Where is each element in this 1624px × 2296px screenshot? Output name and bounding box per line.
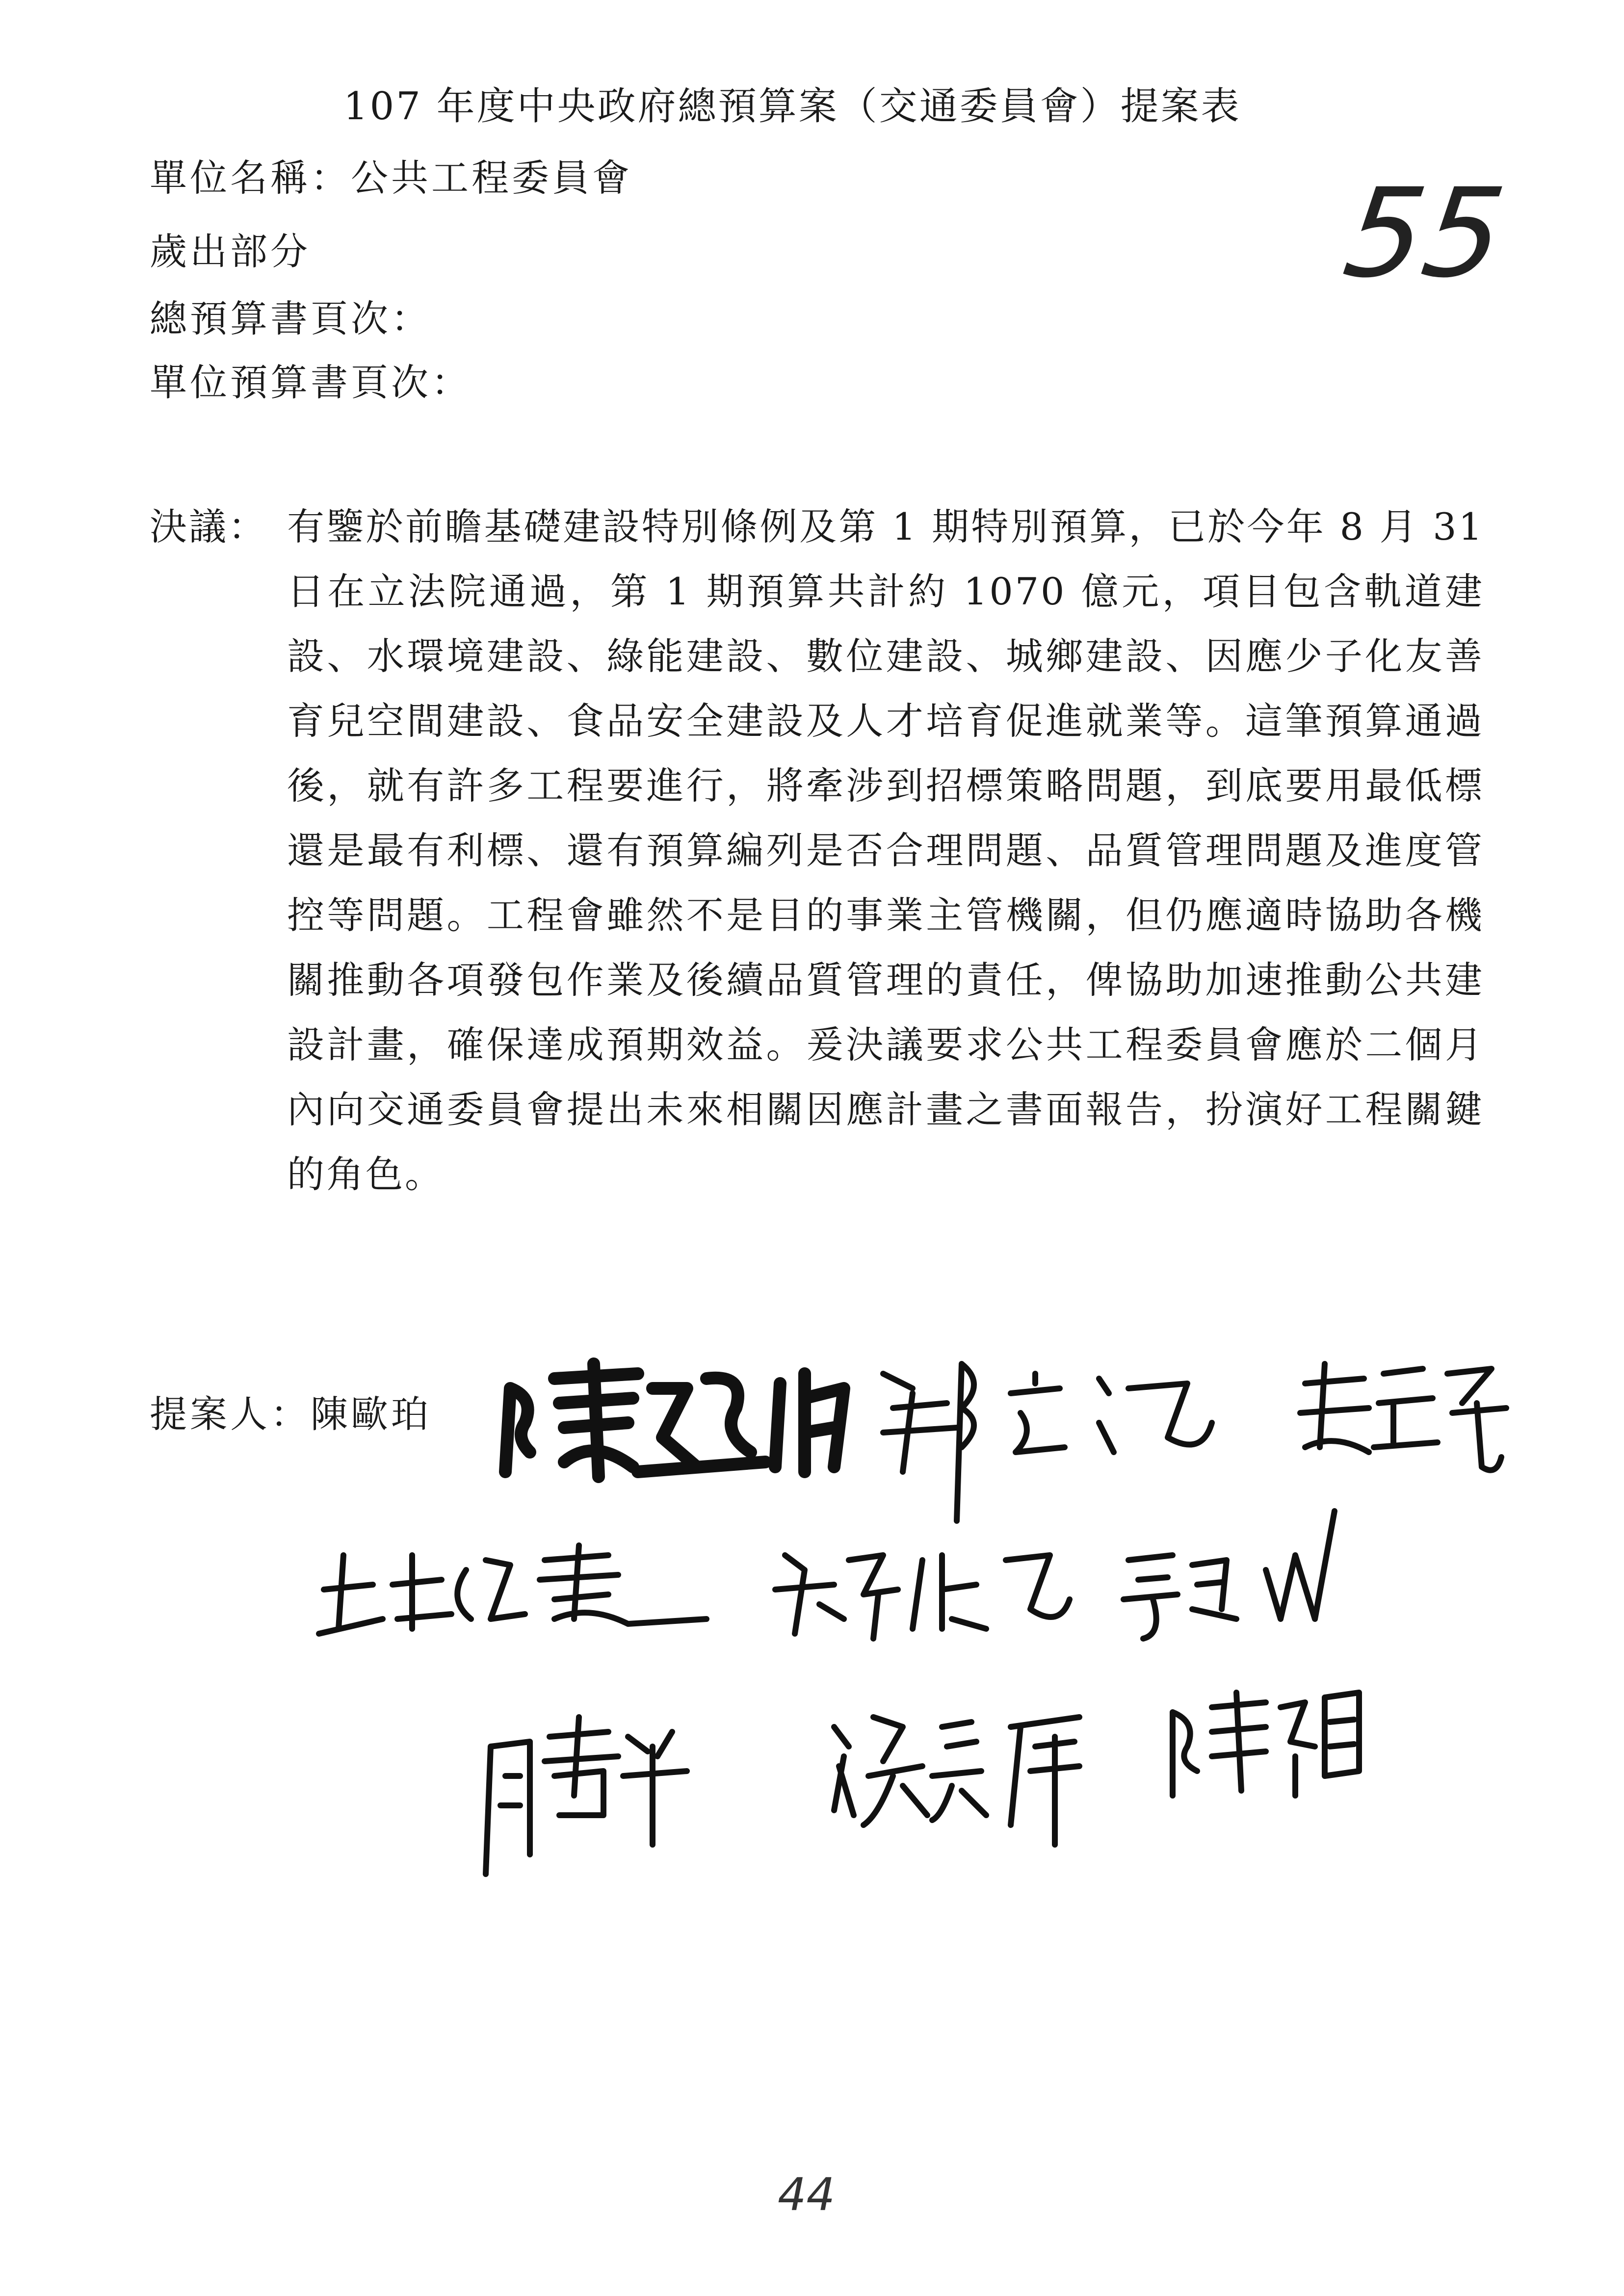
signature-1 — [505, 1364, 844, 1477]
field-expenditure: 歲出部分 — [150, 230, 311, 273]
field-unit-budget-page: 單位預算書頁次： — [150, 361, 471, 404]
document-title: 107 年度中央政府總預算案（交通委員會）提案表 — [343, 84, 1241, 129]
page-number: 44 — [778, 2168, 836, 2221]
resolution-body — [287, 495, 1484, 1207]
signature-6 — [1124, 1511, 1335, 1639]
resolution-text: 有鑒於前瞻基礎建設特別條例及第 1 期特別預算，已於今年 8 月 31 日在立法院通過，第 1 期預算共計約 1070 億元，項目包含軌道建設、水環境建設、綠能建設、數位建設、城鄉建設、因應少子化友善育兒空間建設、食品安全建設及人才培育促進就業等。這筆預算通過後，就有許多工程要進行，將牽涉到招標策略問題，到底要用最低標還是最有利標、還有預算編列是否合理問題、品質管理問題及進度管控等問題。工程會雖然不是目的事業主管機關，但仍應適時協助各機關推動各項發包作業及後續品質管理的責任，俾協助加速推動公共建設計畫，確保達成預期效益。爰決議要求公共工程委員會應於二個月內向交通委員會提出未來相關因應計畫之書面報告，扮演好工程關鍵的角色。 — [287, 505, 1484, 1196]
proposer-label: 提案人：陳歐珀 — [150, 1392, 431, 1436]
field-general-budget-page: 總預算書頁次： — [150, 297, 431, 340]
signature-4 — [319, 1545, 707, 1634]
handwritten-number: 55 — [1336, 162, 1513, 305]
signature-8 — [834, 1717, 1079, 1845]
resolution-section — [150, 495, 1484, 1207]
signature-7 — [486, 1717, 687, 1874]
field-unit-name: 單位名稱：公共工程委員會 — [150, 156, 632, 200]
signature-3 — [1300, 1364, 1506, 1470]
resolution-label: 決議： — [150, 505, 267, 548]
signature-5 — [775, 1555, 1070, 1639]
signature-9 — [1173, 1693, 1359, 1796]
signature-2 — [883, 1364, 1212, 1521]
